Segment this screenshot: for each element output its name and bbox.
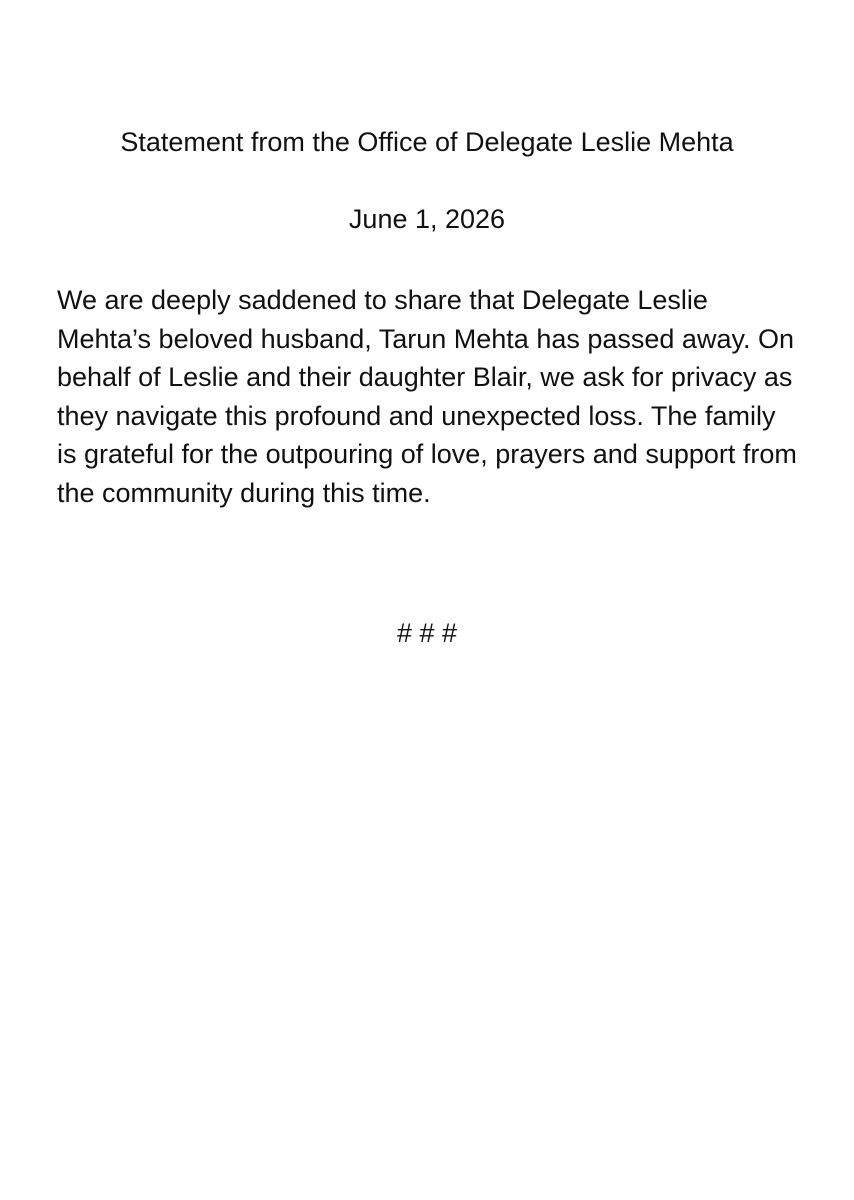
statement-heading: Statement from the Office of Delegate Leslie Mehta bbox=[120, 127, 734, 157]
end-of-release-mark: # # # bbox=[396, 618, 458, 648]
statement-body: We are deeply saddened to share that Delegate Leslie Mehta’s beloved husband, Tarun Mehta has passed away. On behalf of Leslie and their daughter Blair, we ask for privacy as they navigate this profound and unexpected loss. The family is grateful for the outpouring of love, prayers and support from the community during this time. bbox=[57, 285, 797, 508]
statement-date: June 1, 2026 bbox=[348, 204, 506, 234]
